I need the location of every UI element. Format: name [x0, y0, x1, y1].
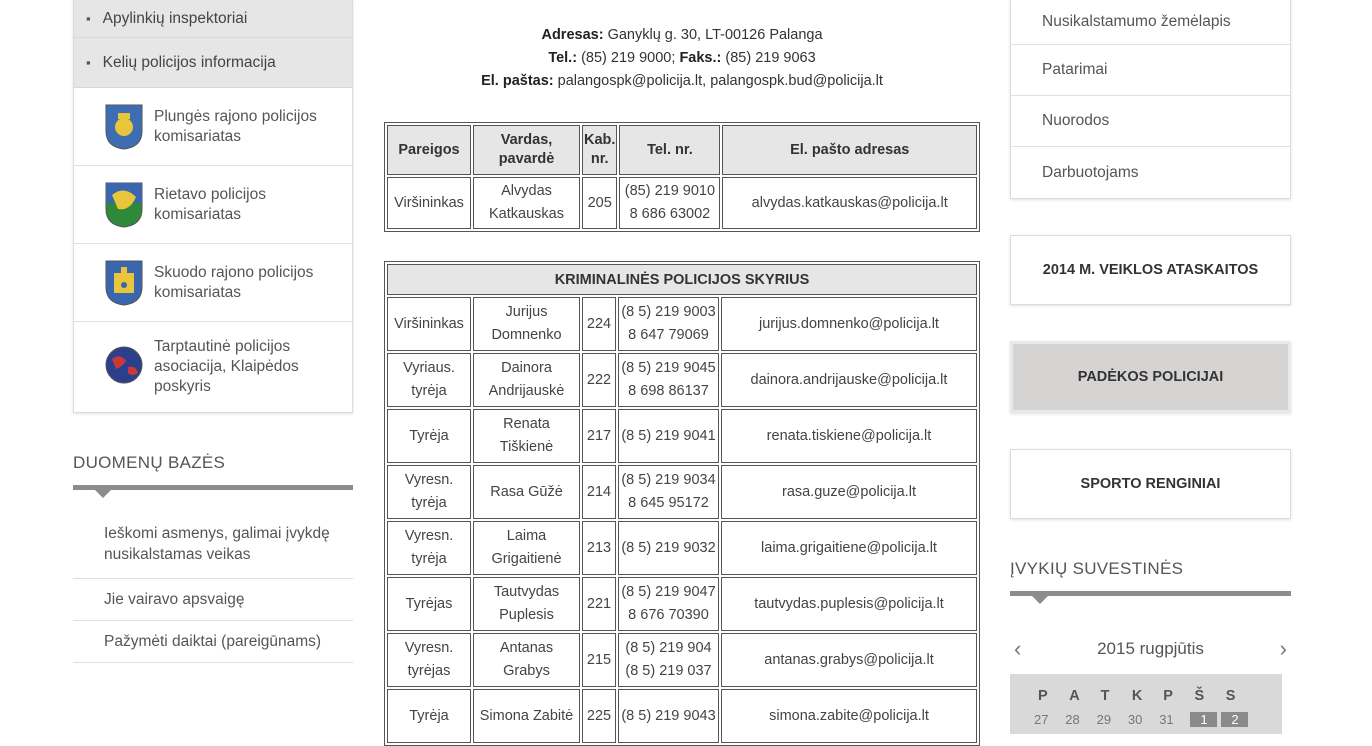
fax-label: Faks.: — [679, 50, 722, 66]
header-office: Kab. nr. — [582, 125, 617, 175]
header-email: El. pašto adresas — [722, 125, 977, 175]
menu-item-advice[interactable]: Patarimai — [1011, 45, 1290, 96]
calendar-day[interactable]: 27 — [1034, 712, 1049, 727]
rietavas-crest-icon — [104, 181, 144, 229]
table-row — [387, 409, 977, 463]
calendar-header — [1010, 636, 1291, 662]
calendar-day[interactable]: 1 — [1190, 712, 1217, 727]
calendar-day-headers — [1010, 674, 1282, 704]
sports-events-button[interactable]: SPORTO RENGINIAI — [1010, 449, 1291, 519]
reports-button[interactable]: 2014 M. VEIKLOS ATASKAITOS — [1010, 235, 1291, 305]
cell-phone: (8 5) 219 9003 8 647 79069 — [618, 297, 719, 351]
commissariat-label: Skuodo rajono policijos komisariatas — [154, 263, 314, 301]
address-label: Adresas: — [541, 27, 604, 43]
cell-phone: (8 5) 219 9047 8 676 70390 — [618, 577, 719, 631]
cell-position: Vyresn. tyrėjas — [387, 633, 471, 687]
head-staff-table — [384, 122, 980, 232]
table-row — [387, 177, 977, 229]
contact-block — [384, 24, 980, 93]
ipa-globe-icon — [104, 343, 144, 391]
cell-email[interactable]: laima.grigaitiene@policija.lt — [721, 521, 977, 575]
cell-name: Rasa Gūžė — [473, 465, 580, 519]
cell-email[interactable]: simona.zabite@policija.lt — [721, 689, 977, 743]
table-row — [387, 465, 977, 519]
commissariat-skuodas[interactable] — [74, 244, 352, 322]
calendar-grid — [1010, 674, 1282, 734]
header-position: Pareigos — [387, 125, 471, 175]
thanks-police-button[interactable]: PADĖKOS POLICIJAI — [1010, 341, 1291, 413]
table-row — [387, 297, 977, 351]
events-title: ĮVYKIŲ SUVESTINĖS — [1010, 559, 1184, 578]
databases-title: DUOMENŲ BAZĖS — [73, 453, 226, 472]
cell-name: Alvydas Katkauskas — [473, 177, 580, 229]
section-divider — [73, 485, 353, 490]
cell-office: 215 — [582, 633, 616, 687]
notch-icon — [95, 490, 111, 498]
cell-office: 205 — [582, 177, 617, 229]
cell-phone: (85) 219 9010 8 686 63002 — [619, 177, 720, 229]
databases-list — [73, 512, 353, 663]
menu-item-crime-map[interactable]: Nusikalstamumo žemėlapis — [1011, 0, 1290, 45]
email-line — [384, 70, 980, 93]
cell-email[interactable]: renata.tiskiene@policija.lt — [721, 409, 977, 463]
notch-icon — [1032, 596, 1048, 604]
commissariat-plunge[interactable] — [74, 88, 352, 166]
cell-phone: (8 5) 219 9034 8 645 95172 — [618, 465, 719, 519]
cell-position: Viršininkas — [387, 297, 471, 351]
cell-name: Renata Tiškienė — [473, 409, 580, 463]
table-row — [387, 521, 977, 575]
cell-office: 214 — [582, 465, 616, 519]
cell-position: Tyrėjas — [387, 577, 471, 631]
chevron-left-icon[interactable]: ‹ — [1014, 636, 1022, 661]
calendar-day-header: P — [1163, 688, 1173, 704]
section-divider — [1010, 591, 1291, 596]
header-phone: Tel. nr. — [619, 125, 720, 175]
cell-position: Tyrėja — [387, 689, 471, 743]
menu-item-links[interactable]: Nuorodos — [1011, 96, 1290, 147]
cell-phone: (8 5) 219 9041 — [618, 409, 719, 463]
cell-office: 221 — [582, 577, 616, 631]
plunge-crest-icon — [104, 103, 144, 151]
cell-position: Vyresn. tyrėja — [387, 465, 471, 519]
nav-link-district-inspectors[interactable] — [74, 0, 352, 38]
fax-value: (85) 219 9063 — [725, 50, 816, 66]
calendar-day[interactable]: 2 — [1221, 712, 1248, 727]
cell-phone: (8 5) 219 9043 — [618, 689, 719, 743]
cell-name: Antanas Grabys — [473, 633, 580, 687]
cell-name: Tautvydas Puplesis — [473, 577, 580, 631]
calendar-day-header: S — [1225, 688, 1236, 704]
cell-name: Dainora Andrijauskė — [473, 353, 580, 407]
bullet-icon: ▪ — [86, 55, 91, 70]
chevron-right-icon[interactable]: › — [1279, 636, 1287, 661]
nav-link-label: Kelių policijos informacija — [102, 53, 276, 71]
calendar-day-header: P — [1038, 688, 1048, 704]
cell-email[interactable]: dainora.andrijauske@policija.lt — [721, 353, 977, 407]
db-item-wanted-persons[interactable]: Ieškomi asmenys, galimai įvykdę nusikalstamas veikas — [73, 512, 353, 579]
right-menu — [1010, 0, 1291, 199]
address-line — [384, 24, 980, 47]
section-header-row — [387, 264, 977, 295]
nav-link-label: Apylinkių inspektoriai — [102, 9, 248, 27]
right-sidebar — [1010, 0, 1291, 734]
cell-phone: (8 5) 219 9045 8 698 86137 — [618, 353, 719, 407]
calendar-day-header: A — [1069, 688, 1080, 704]
nav-link-road-police[interactable] — [74, 38, 352, 88]
db-item-marked-items[interactable]: Pažymėti daiktai (pareigūnams) — [73, 621, 353, 663]
cell-email[interactable]: jurijus.domnenko@policija.lt — [721, 297, 977, 351]
main-content — [384, 0, 980, 746]
table-row — [387, 689, 977, 743]
cell-office: 217 — [582, 409, 616, 463]
table-row — [387, 633, 977, 687]
section-header: KRIMINALINĖS POLICIJOS SKYRIUS — [387, 264, 977, 295]
calendar-day-header: Š — [1194, 688, 1205, 704]
calendar-first-week — [1010, 704, 1282, 727]
calendar-day-header: K — [1131, 688, 1143, 704]
cell-office: 213 — [582, 521, 616, 575]
cell-name: Jurijus Domnenko — [473, 297, 580, 351]
cell-office: 224 — [582, 297, 616, 351]
calendar-day[interactable]: 28 — [1065, 712, 1080, 727]
table-row — [387, 353, 977, 407]
criminal-police-table — [384, 261, 980, 746]
address-value: Ganyklų g. 30, LT-00126 Palanga — [607, 27, 823, 43]
table-row — [387, 577, 977, 631]
calendar-day-header: T — [1100, 688, 1110, 704]
cell-phone: (8 5) 219 9032 — [618, 521, 719, 575]
cell-position: Vyresn. tyrėja — [387, 521, 471, 575]
commissariat-label: Tarptautinė policijos asociacija, Klaipėdos poskyris — [154, 338, 299, 395]
commissariat-label: Plungės rajono policijos komisariatas — [154, 107, 317, 145]
calendar-day[interactable]: 29 — [1096, 712, 1112, 727]
email-label: El. paštas: — [481, 73, 554, 89]
calendar-day[interactable]: 31 — [1159, 712, 1174, 727]
email-value[interactable]: palangospk@policija.lt, palangospk.bud@policija.lt — [557, 73, 883, 89]
cell-email[interactable]: antanas.grabys@policija.lt — [721, 633, 977, 687]
left-sidebar — [73, 0, 353, 663]
cell-email[interactable]: alvydas.katkauskas@policija.lt — [722, 177, 977, 229]
table-header-row — [387, 125, 977, 175]
commissariat-ipa[interactable] — [74, 322, 352, 412]
phone-line — [384, 47, 980, 70]
cell-position: Tyrėja — [387, 409, 471, 463]
cell-name: Simona Zabitė — [473, 689, 580, 743]
cell-position: Vyriaus. tyrėja — [387, 353, 471, 407]
menu-item-employees[interactable]: Darbuotojams — [1042, 163, 1139, 181]
cell-phone: (8 5) 219 904 (8 5) 219 037 — [618, 633, 719, 687]
cell-office: 222 — [582, 353, 616, 407]
header-name: Vardas, pavardė — [473, 125, 580, 175]
cell-position: Viršininkas — [387, 177, 471, 229]
db-item-drunk-drivers[interactable]: Jie vairavo apsvaigę — [73, 579, 353, 621]
cell-email[interactable]: tautvydas.puplesis@policija.lt — [721, 577, 977, 631]
cell-email[interactable]: rasa.guze@policija.lt — [721, 465, 977, 519]
tel-label: Tel.: — [548, 50, 578, 66]
tel-value: (85) 219 9000; — [581, 50, 676, 66]
bullet-icon: ▪ — [86, 11, 91, 26]
commissariat-rietavas[interactable] — [74, 166, 352, 244]
commissariat-label: Rietavo policijos komisariatas — [154, 185, 266, 223]
left-nav-box — [73, 0, 353, 413]
cell-name: Laima Grigaitienė — [473, 521, 580, 575]
criminal-police-rows — [387, 297, 977, 743]
skuodas-crest-icon — [104, 259, 144, 307]
calendar-month: 2015 rugpjūtis — [1097, 639, 1204, 658]
cell-office: 225 — [582, 689, 616, 743]
calendar-day[interactable]: 30 — [1127, 712, 1143, 727]
